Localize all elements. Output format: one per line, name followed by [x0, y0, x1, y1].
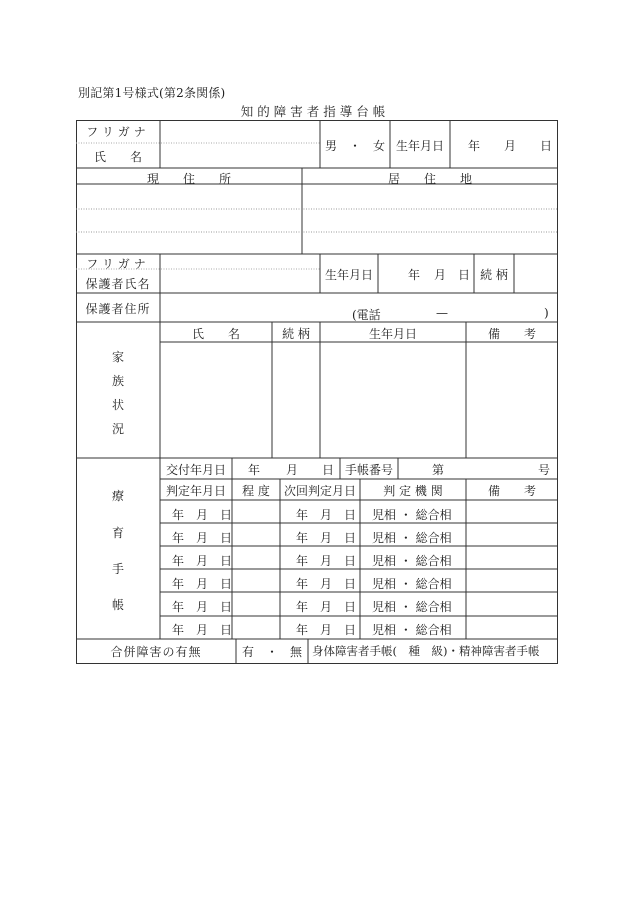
- next-day: 日: [344, 577, 357, 591]
- phone-dash: —: [436, 306, 448, 320]
- birthdate-label: 生年月日: [395, 139, 444, 153]
- judgment-month: 月: [196, 531, 209, 545]
- current-address-label: 現 住 所: [146, 172, 231, 186]
- judgment-year: 年: [172, 577, 185, 591]
- next-month: 月: [320, 508, 333, 522]
- agency-options: 児相 ・ 総合相: [372, 600, 452, 614]
- gender-options: 男 ・ 女: [324, 139, 385, 153]
- phone-close: ): [544, 306, 549, 320]
- other-handbooks-text: 身体障害者手帳( 種 級)・精神障害者手帳: [312, 644, 540, 658]
- next-day: 日: [344, 531, 357, 545]
- birthdate-month: 月: [504, 139, 517, 153]
- ryoiku-col-agency: 判 定 機 関: [383, 484, 443, 498]
- residence-label: 居 住 地: [387, 172, 472, 186]
- ryoiku-col-next-judgment: 次回判定月日: [283, 484, 356, 498]
- ryoiku-label-2: 育: [111, 526, 124, 540]
- next-year: 年: [296, 531, 309, 545]
- ryoiku-col-judgment-date: 判定年月日: [165, 484, 226, 498]
- agency-options: 児相 ・ 総合相: [372, 531, 452, 545]
- next-year: 年: [296, 577, 309, 591]
- ryoiku-label-1: 療: [111, 489, 124, 503]
- guardian-birthdate-month: 月: [434, 268, 447, 282]
- judgment-day: 日: [220, 623, 233, 637]
- agency-options: 児相 ・ 総合相: [372, 577, 452, 591]
- combined-disability-label: 合併障害の有無: [110, 645, 202, 659]
- judgment-month: 月: [196, 623, 209, 637]
- guardian-birthdate-label: 生年月日: [324, 268, 373, 282]
- combined-disability-value: 有 ・ 無: [241, 645, 302, 659]
- ryoiku-col-degree: 程 度: [242, 484, 270, 498]
- judgment-day: 日: [220, 531, 233, 545]
- issue-month: 月: [286, 463, 299, 477]
- phone-open: (電話: [352, 308, 381, 322]
- form-title: 知的障害者指導台帳: [240, 104, 390, 119]
- next-month: 月: [320, 554, 333, 568]
- ryoiku-col-notes: 備 考: [487, 484, 536, 498]
- guardian-address-label: 保護者住所: [85, 302, 151, 316]
- next-day: 日: [344, 600, 357, 614]
- family-col-name: 氏 名: [191, 327, 240, 341]
- ryoiku-label-4: 帳: [111, 598, 124, 612]
- next-year: 年: [296, 623, 309, 637]
- issue-year: 年: [248, 463, 261, 477]
- next-month: 月: [320, 623, 333, 637]
- issue-day: 日: [322, 463, 335, 477]
- next-year: 年: [296, 600, 309, 614]
- next-month: 月: [320, 531, 333, 545]
- next-day: 日: [344, 554, 357, 568]
- name-label: 氏 名: [93, 150, 142, 164]
- judgment-year: 年: [172, 623, 185, 637]
- guardian-name-label: 保護者氏名: [85, 277, 151, 291]
- next-year: 年: [296, 554, 309, 568]
- family-col-relation: 続 柄: [282, 327, 310, 341]
- judgment-month: 月: [196, 508, 209, 522]
- judgment-day: 日: [220, 600, 233, 614]
- next-year: 年: [296, 508, 309, 522]
- handbook-number-suffix: 号: [538, 463, 551, 477]
- judgment-month: 月: [196, 600, 209, 614]
- agency-options: 児相 ・ 総合相: [372, 623, 452, 637]
- guardian-birthdate-day: 日: [458, 268, 471, 282]
- furigana-label: フリガナ: [86, 125, 150, 139]
- guardian-furigana-label: フリガナ: [86, 257, 150, 271]
- handbook-number-label: 手帳番号: [344, 463, 393, 477]
- form-caption: 別記第1号様式(第2条関係): [78, 86, 226, 100]
- judgment-month: 月: [196, 577, 209, 591]
- next-month: 月: [320, 600, 333, 614]
- guardian-birthdate-year: 年: [408, 268, 421, 282]
- issue-date-label: 交付年月日: [165, 463, 226, 477]
- family-label-1: 家: [111, 350, 124, 364]
- judgment-day: 日: [220, 508, 233, 522]
- agency-options: 児相 ・ 総合相: [372, 508, 452, 522]
- guardian-relation-label: 続 柄: [480, 268, 508, 282]
- next-day: 日: [344, 623, 357, 637]
- judgment-day: 日: [220, 577, 233, 591]
- ryoiku-label-3: 手: [111, 562, 124, 576]
- next-day: 日: [344, 508, 357, 522]
- next-month: 月: [320, 577, 333, 591]
- birthdate-year: 年: [468, 139, 481, 153]
- family-col-notes: 備 考: [487, 327, 536, 341]
- judgment-month: 月: [196, 554, 209, 568]
- judgment-year: 年: [172, 554, 185, 568]
- form-grid: [76, 120, 558, 664]
- ledger-form: [76, 120, 558, 664]
- agency-options: 児相 ・ 総合相: [372, 554, 452, 568]
- judgment-year: 年: [172, 531, 185, 545]
- judgment-day: 日: [220, 554, 233, 568]
- family-col-birthdate: 生年月日: [368, 327, 417, 341]
- judgment-year: 年: [172, 508, 185, 522]
- family-label-4: 況: [111, 422, 124, 436]
- handbook-number-prefix: 第: [432, 463, 445, 477]
- birthdate-day: 日: [540, 139, 553, 153]
- judgment-year: 年: [172, 600, 185, 614]
- family-label-3: 状: [111, 398, 124, 412]
- family-label-2: 族: [111, 374, 124, 388]
